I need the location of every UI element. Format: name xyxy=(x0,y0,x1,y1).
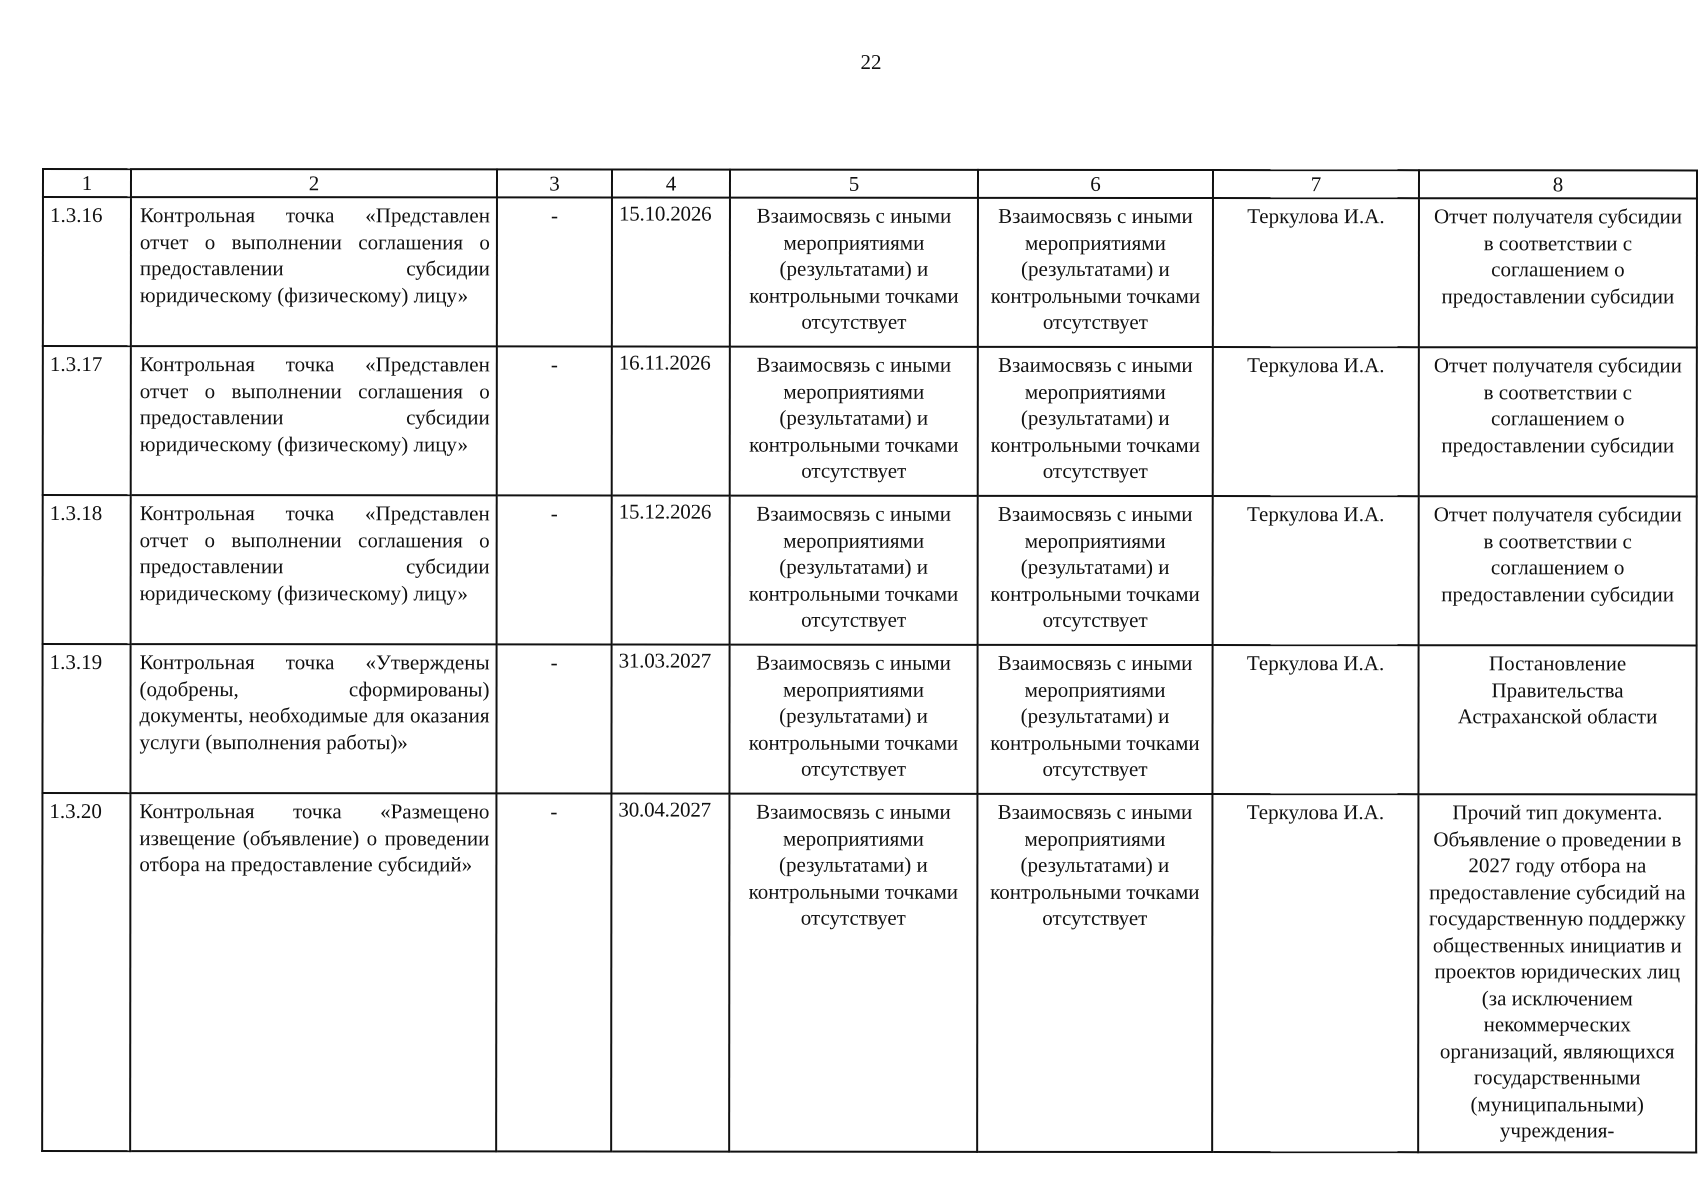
row-number-cell: 1.3.20 xyxy=(42,793,130,1151)
responsible-cell: Теркулова И.А. xyxy=(1212,794,1418,1152)
row-number-cell: 1.3.17 xyxy=(43,346,131,495)
col3-cell: - xyxy=(496,793,611,1151)
header-row xyxy=(43,169,1697,198)
relation-cell-5: Взаимосвязь с иными мероприятиями (результатами) и контрольными точками отсутствует xyxy=(730,347,978,496)
relation-cell-5: Взаимосвязь с иными мероприятиями (результатами) и контрольными точками отсутствует xyxy=(729,645,977,794)
relation-cell-5: Взаимосвязь с иными мероприятиями (результатами) и контрольными точками отсутствует xyxy=(730,198,978,347)
date-cell: 31.03.2027 xyxy=(611,644,729,793)
page-number: 22 xyxy=(860,50,882,74)
relation-cell-6: Взаимосвязь с иными мероприятиями (результатами) и контрольными точками отсутствует xyxy=(977,645,1212,794)
row-number-cell: 1.3.16 xyxy=(43,197,131,346)
header-col-3: 3 xyxy=(497,169,612,197)
relation-cell-6: Взаимосвязь с иными мероприятиями (результатами) и контрольными точками отсутствует xyxy=(978,198,1213,347)
row-number-cell: 1.3.18 xyxy=(43,495,131,644)
table-row xyxy=(43,197,1697,347)
control-point-name-cell: Контрольная точка «Представлен отчет о выполнении соглашения о предоставлении субсидии юридическому (физическому) лицу» xyxy=(131,197,497,346)
date-cell: 16.11.2026 xyxy=(612,346,730,495)
control-point-name-cell: Контрольная точка «Представлен отчет о выполнении соглашения о предоставлении субсидии юридическому (физическому) лицу» xyxy=(131,495,497,644)
col3-cell: - xyxy=(497,495,612,644)
control-points-table xyxy=(41,168,1698,1153)
responsible-cell: Теркулова И.А. xyxy=(1213,347,1419,496)
relation-cell-6: Взаимосвязь с иными мероприятиями (результатами) и контрольными точками отсутствует xyxy=(977,794,1212,1152)
relation-cell-6: Взаимосвязь с иными мероприятиями (результатами) и контрольными точками отсутствует xyxy=(978,347,1213,496)
header-col-5: 5 xyxy=(730,170,978,198)
document-cell: Отчет получателя субсидии в соответствии с соглашением о предоставлении субсидии xyxy=(1419,198,1697,347)
date-cell: 30.04.2027 xyxy=(611,793,729,1151)
date-cell: 15.12.2026 xyxy=(612,495,730,644)
relation-cell-5: Взаимосвязь с иными мероприятиями (результатами) и контрольными точками отсутствует xyxy=(730,496,978,645)
document-cell: Постановление Правительства Астраханской области xyxy=(1418,645,1696,794)
table-row xyxy=(43,346,1697,496)
control-point-name-cell: Контрольная точка «Представлен отчет о выполнении соглашения о предоставлении субсидии юридическому (физическому) лицу» xyxy=(131,346,497,495)
header-col-2: 2 xyxy=(131,169,497,197)
document-cell: Прочий тип документа. Объявление о проведении в 2027 году отбора на предоставление субсидий на государственную поддержку общественных инициатив и проектов юридических лиц (за исключением некоммерческих организаций, являющихся государственными (муниципальными) учреждения- xyxy=(1418,794,1696,1152)
table-row xyxy=(42,644,1696,794)
col3-cell: - xyxy=(496,644,611,793)
table-row xyxy=(43,495,1697,645)
date-cell: 15.10.2026 xyxy=(612,197,730,346)
control-point-name-cell: Контрольная точка «Утверждены (одобрены, сформированы) документы, необходимые для оказания услуги (выполнения работы)» xyxy=(130,644,496,793)
document-cell: Отчет получателя субсидии в соответствии с соглашением о предоставлении субсидии xyxy=(1419,347,1697,496)
relation-cell-6: Взаимосвязь с иными мероприятиями (результатами) и контрольными точками отсутствует xyxy=(978,496,1213,645)
responsible-cell: Теркулова И.А. xyxy=(1212,645,1418,794)
relation-cell-5: Взаимосвязь с иными мероприятиями (результатами) и контрольными точками отсутствует xyxy=(729,794,977,1152)
responsible-cell: Теркулова И.А. xyxy=(1213,496,1419,645)
table-row xyxy=(42,793,1696,1152)
header-col-6: 6 xyxy=(978,170,1213,198)
header-col-4: 4 xyxy=(612,169,730,197)
header-col-7: 7 xyxy=(1213,170,1419,198)
row-number-cell: 1.3.19 xyxy=(42,644,130,793)
header-col-1: 1 xyxy=(43,169,131,197)
document-cell: Отчет получателя субсидии в соответствии с соглашением о предоставлении субсидии xyxy=(1419,496,1697,645)
header-col-8: 8 xyxy=(1419,170,1697,198)
col3-cell: - xyxy=(497,346,612,495)
col3-cell: - xyxy=(497,197,612,346)
responsible-cell: Теркулова И.А. xyxy=(1213,198,1419,347)
control-point-name-cell: Контрольная точка «Размещено извещение (объявление) о проведении отбора на предоставление субсидий» xyxy=(130,793,496,1151)
